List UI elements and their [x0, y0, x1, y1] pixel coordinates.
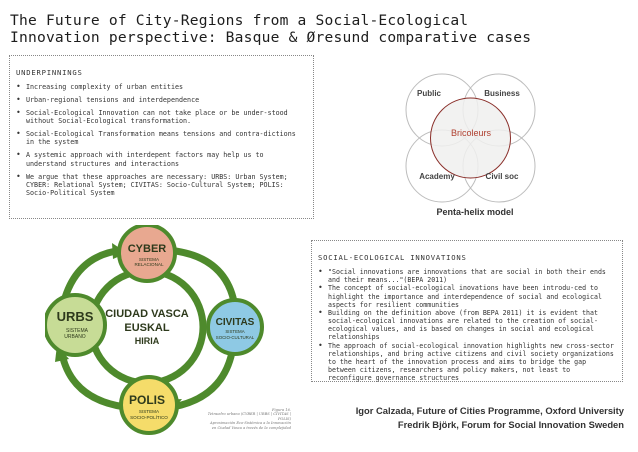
cyber-sub-1: SISTEMA — [138, 257, 160, 262]
venn-center-circle — [431, 98, 511, 178]
underpinning-item: • Social-Ecological Innovation can not take place or be under-stood without Social-Ecological transformation. — [16, 109, 307, 125]
author-line-1: Igor Calzada, Future of Cities Programme, Oxford University — [355, 405, 624, 416]
civitas-sub-2: SOCIO-CULTURAL — [215, 335, 255, 340]
note-line: en Ciudad Vasca a través de la complejidad — [211, 425, 291, 430]
underpinning-item: • Social-Ecological Transformation means tensions and contra-dictions in the system — [16, 130, 307, 146]
underpinnings-list — [16, 83, 307, 197]
page-title — [10, 12, 630, 46]
sei-item: • Building on the definition above (from BEPA 2011) it is evident that social-ecological innovations are related to the creation of social-ecological values, and is based on changes in social and ecological relationships — [318, 309, 616, 341]
underpinning-item: • Increasing complexity of urban entities — [16, 83, 307, 91]
note-line: Figura 16. — [272, 408, 291, 412]
note-line: Aproximación Eco-Sistémica a la Innovación — [210, 421, 291, 426]
sei-item: • The concept of social-ecological inovations have been introdu-ced to highlight the importance and interdependence of social and ecological aspects for resilient communities — [318, 284, 616, 308]
civitas-sub-1: SISTEMA — [225, 329, 245, 334]
author-line-2: Fredrik Björk, Forum for Social Innovation Sweden — [397, 419, 624, 430]
diagram-figure-note — [196, 408, 291, 430]
underpinning-item: • Urban-regional tensions and interdependence — [16, 96, 307, 104]
social-ecological-innovations-panel — [311, 240, 623, 382]
underpinnings-heading: UNDERPINNINGS — [16, 68, 83, 77]
authors-block — [300, 404, 624, 432]
polis-sub-2: SOCIO-POLÍTICO — [130, 415, 168, 420]
polis-title: POLIS — [128, 393, 166, 407]
node-cyber — [119, 225, 175, 281]
sei-item: • The approach of social-ecological innovation highlights new cross-sector relationships, and bring active citizens and civil society organizations to the heart of the innovation process and aims to bridge the gap between citizens, researchers and policy makers, not least to reconfigure governance structures — [318, 342, 616, 382]
node-urbs — [45, 295, 105, 355]
center-line-1: CIUDAD VASCA — [105, 308, 189, 320]
venn-caption: Penta-helix model — [436, 207, 514, 217]
cyber-title: CYBER — [127, 243, 167, 255]
venn-label-business: Business — [484, 89, 520, 98]
venn-label-academy: Academy — [419, 172, 455, 181]
title-line-2: Innovation perspective: Basque & Øresund comparative cases — [10, 29, 532, 46]
sei-list — [318, 268, 616, 382]
note-line: Tetraedro urbano (CYBER | URBS | CIVITAS | POLIS) — [207, 412, 291, 421]
underpinning-item: • A systemic approach with interdepent factors may help us to understand structures and interactions — [16, 151, 307, 167]
center-line-2: EUSKAL — [124, 322, 170, 334]
sei-heading: SOCIAL-ECOLOGICAL INNOVATIONS — [318, 253, 467, 262]
venn-label-civil-soc: Civil soc — [485, 172, 519, 181]
penta-helix-venn — [395, 70, 545, 220]
arc-bottom-right — [173, 347, 233, 407]
urbs-sub-2: URBANO — [64, 334, 86, 340]
arc-bottom-left — [61, 349, 125, 407]
urbs-title: URBS — [56, 309, 94, 324]
underpinning-item: • We argue that these approaches are necessary: URBS: Urban System; CYBER: Relational System; CIVITAS: Socio-Cultural System; POLIS: Socio-Political System — [16, 173, 307, 198]
civitas-title: CIVITAS — [215, 317, 255, 328]
polis-sub-1: SISTEMA — [138, 409, 160, 414]
venn-center-label: Bricoleurs — [450, 128, 492, 138]
cyber-sub-2: RELACIONAL — [134, 262, 164, 267]
center-line-3: HIRIA — [134, 336, 160, 346]
venn-label-public: Public — [416, 89, 442, 98]
node-civitas — [208, 300, 262, 354]
sei-item: • "Social innovations are innovations that are social in both their ends and their means..."(BEPA 2011) — [318, 268, 616, 284]
underpinnings-panel — [9, 55, 314, 219]
node-polis — [121, 377, 177, 433]
urbs-sub-1: SISTEMA — [66, 328, 88, 334]
title-line-1: The Future of City-Regions from a Social-Ecological — [10, 12, 469, 29]
